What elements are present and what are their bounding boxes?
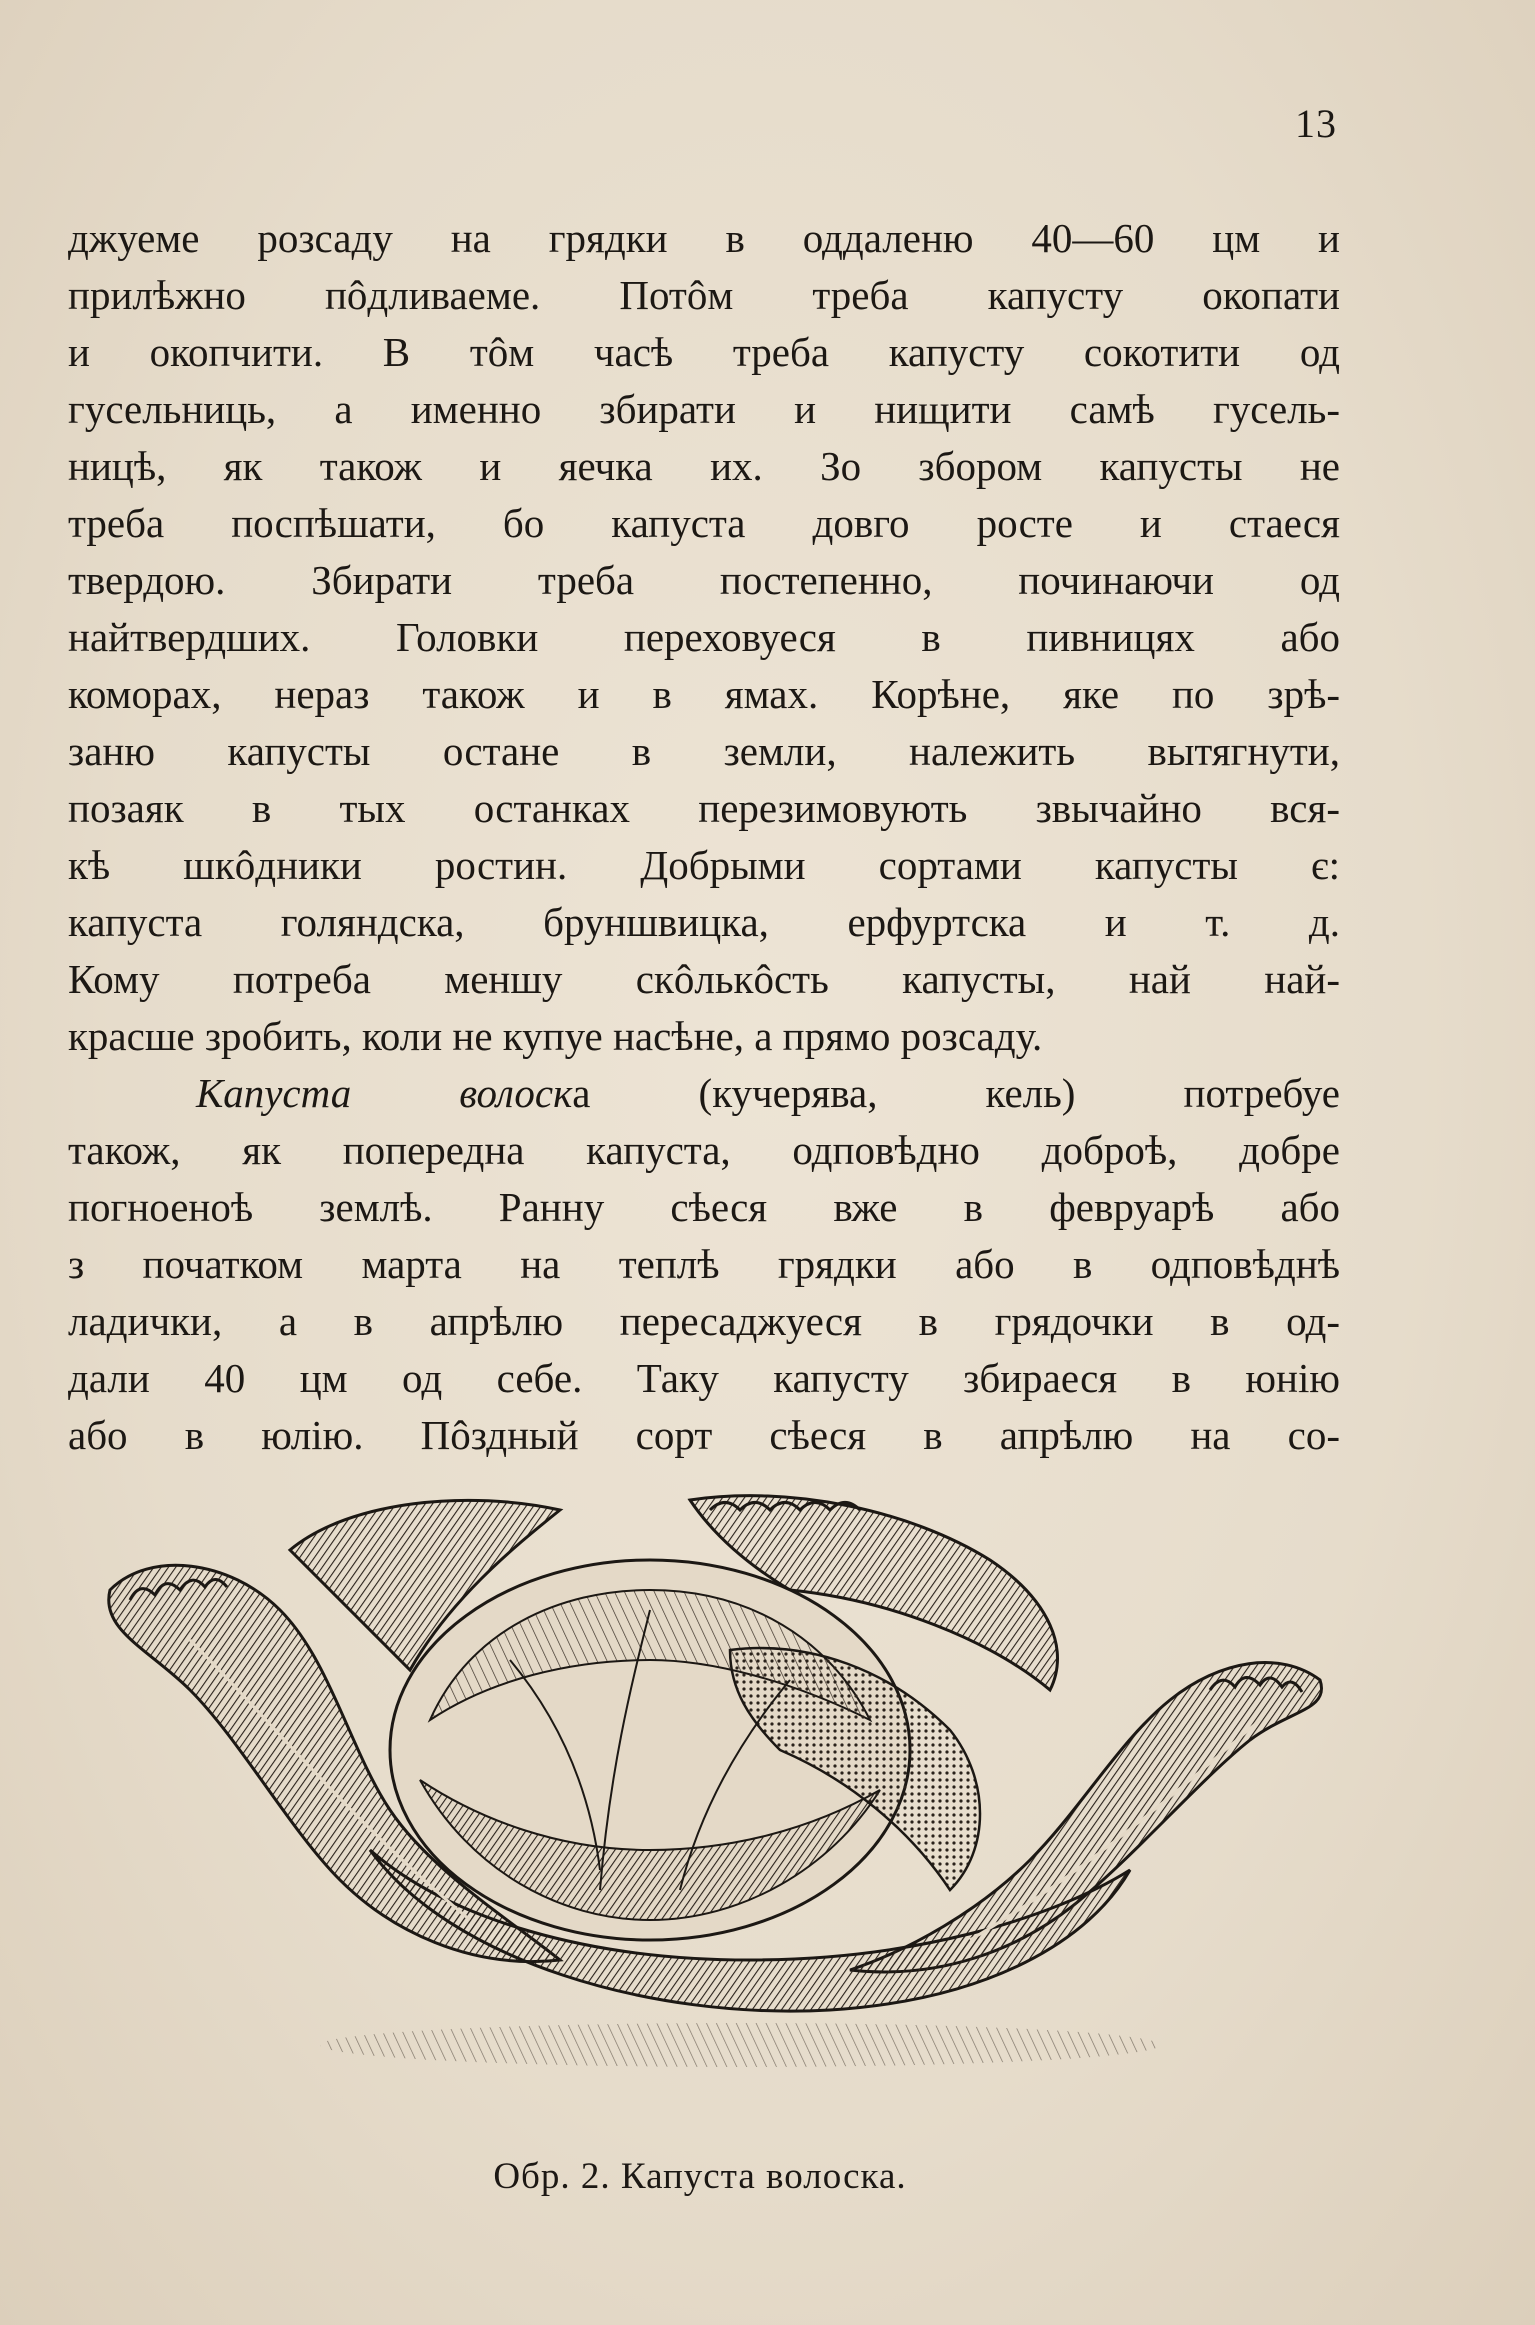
text-line: також, як попередна капуста, одповѣдно доброѣ, добре	[68, 1127, 1340, 1173]
text-line: и окопчити. В тôм часѣ треба капусту сокотити од	[68, 329, 1340, 375]
text-line: заню капусты остане в земли, належить вытягнути,	[68, 728, 1340, 774]
text-line: гусельниць, а именно збирати и нищити самѣ гусель-	[68, 386, 1340, 432]
italic-term: Капуста волоск	[196, 1070, 573, 1116]
page-number: 13	[1295, 101, 1337, 146]
text-line: з початком марта на теплѣ грядки або в одповѣднѣ	[68, 1241, 1340, 1287]
text-line: погноеноѣ землѣ. Ранну сѣеся вже в февруарѣ або	[68, 1184, 1340, 1230]
text-line: твердою. Збирати треба постепенно, починаючи од	[68, 557, 1340, 603]
text-line: треба поспѣшати, бо капуста довго росте и стаеся	[68, 500, 1340, 546]
paragraph-2-first-rest: а (кучерява, кель) потребуе	[572, 1070, 1340, 1116]
cabbage-illustration	[90, 1490, 1340, 2090]
text-line: джуеме розсаду на грядки в оддаленю 40—60 цм и	[68, 215, 1340, 261]
text-line: Кому потреба меншу скôлькôсть капусты, най най-	[68, 956, 1340, 1002]
figure-caption: Обр. 2. Капуста волоска.	[493, 2156, 907, 2197]
text-line: ладички, а в апрѣлю пересаджуеся в грядочки в од-	[68, 1298, 1340, 1344]
text-line: ницѣ, як також и яечка их. Зо збором капусты не	[68, 443, 1340, 489]
text-line: прилѣжно пôдливаеме. Потôм треба капусту окопати	[68, 272, 1340, 318]
text-line: або в юлію. Пôздный сорт сѣеся в апрѣлю на со-	[68, 1412, 1340, 1458]
text-line: найтвердших. Головки переховуеся в пивницях або	[68, 614, 1340, 660]
text-line: кѣ шкôдники ростин. Добрыми сортами капусты є:	[68, 842, 1340, 888]
text-line: капуста голяндска, бруншвицка, ерфуртска и т. д.	[68, 899, 1340, 945]
paragraph-2-first-line	[68, 1065, 1340, 1122]
text-line: коморах, нераз також и в ямах. Корѣне, яке по зрѣ-	[68, 671, 1340, 717]
text-line: дали 40 цм од себе. Таку капусту збираеся в юнію	[68, 1355, 1340, 1401]
text-line: красше зробить, коли не купуе насѣне, а прямо розсаду.	[68, 1013, 1043, 1059]
body-text	[68, 210, 1340, 1464]
text-line: позаяк в тых останках перезимовують звычайно вся-	[68, 785, 1340, 831]
